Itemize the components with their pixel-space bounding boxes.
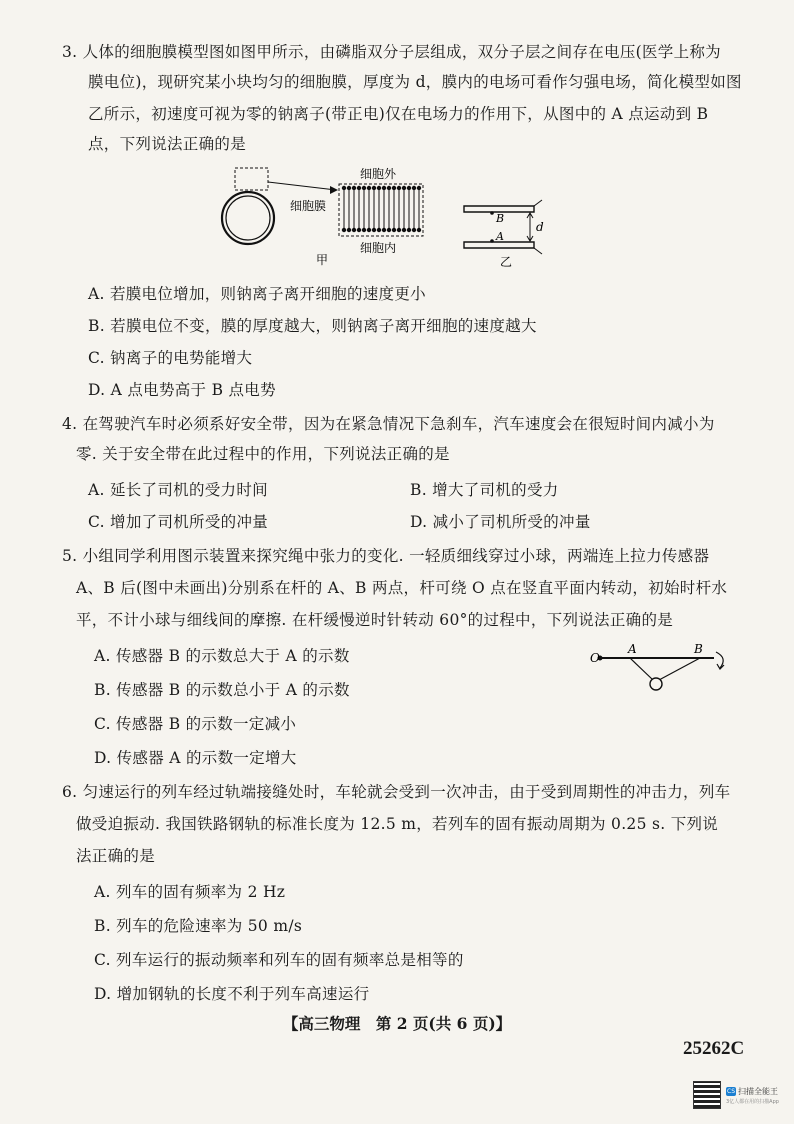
plate-bottom-tick xyxy=(534,248,542,254)
page-footer: 【高三物理 第 2 页(共 6 页)】 xyxy=(282,1014,512,1033)
q5-stem-line2: A、B 后(图中未画出)分别系在杆的 A、B 两点，杆可绕 O 点在竖直平面内转动，初始时杆水 xyxy=(76,579,728,597)
scanner-tagline: 3亿人都在用的扫描App xyxy=(726,1099,779,1105)
q6-option-a: A. 列车的固有频率为 2 Hz xyxy=(94,883,286,901)
q6-stem-line1: 6. 匀速运行的列车经过轨端接缝处时，车轮就会受到一次冲击，由于受到周期性的冲击力，列车 xyxy=(62,783,731,801)
lipid-heads-top xyxy=(342,186,421,190)
caption-b: 乙 xyxy=(500,255,513,269)
q5-option-a: A. 传感器 B 的示数总大于 A 的示数 xyxy=(94,647,350,665)
phospholipid-bilayer xyxy=(344,188,419,228)
label-membrane: 细胞膜 xyxy=(290,199,327,213)
q5-stem-line1: 5. 小组同学利用图示装置来探究绳中张力的变化. 一轻质细线穿过小球，两端连上拉力传感器 xyxy=(62,547,710,565)
q4-option-b: B. 增大了司机的受力 xyxy=(410,481,559,499)
cell-inner-ring xyxy=(226,196,270,240)
zoom-arrow xyxy=(268,182,336,190)
q5-figure xyxy=(590,640,740,700)
q3-figure-a xyxy=(218,160,448,270)
q6-option-d: D. 增加钢轨的长度不利于列车高速运行 xyxy=(94,985,370,1003)
q5-option-d: D. 传感器 A 的示数一定增大 xyxy=(94,749,297,767)
label-outside: 细胞外 xyxy=(360,167,397,181)
q3-stem-line2: 膜电位)，现研究某小块均匀的细胞膜，厚度为 d，膜内的电场可看作匀强电场，简化模型如图 xyxy=(88,73,742,91)
q4-option-c: C. 增加了司机所受的冲量 xyxy=(88,513,269,531)
q5-option-c: C. 传感器 B 的示数一定减小 xyxy=(94,715,297,733)
q3-option-d: D. A 点电势高于 B 点电势 xyxy=(88,381,276,399)
q6-option-c: C. 列车运行的振动频率和列车的固有频率总是相等的 xyxy=(94,951,464,969)
q3-figure-b xyxy=(462,160,552,270)
label-point-b: B xyxy=(496,212,505,225)
label-d: d xyxy=(536,220,544,234)
exam-code: 25262C xyxy=(683,1038,745,1059)
q3-option-c: C. 钠离子的电势能增大 xyxy=(88,349,253,367)
membrane-box xyxy=(339,184,423,236)
label-inside: 细胞内 xyxy=(360,241,397,255)
q5-option-b: B. 传感器 B 的示数总小于 A 的示数 xyxy=(94,681,350,699)
q5-stem-line3: 平，不计小球与细线间的摩擦. 在杆缓慢逆时针转动 60°的过程中，下列说法正确的是 xyxy=(76,611,674,629)
q6-stem-line2: 做受迫振动. 我国铁路钢轨的标准长度为 12.5 m，若列车的固有振动周期为 0.25 s. 下列说 xyxy=(76,815,719,833)
string-right xyxy=(659,658,700,680)
q3-stem-line3: 乙所示，初速度可视为零的钠离子(带正电)仅在电场力的作用下，从图中的 A 点运动到 B xyxy=(88,105,709,123)
label-o: O xyxy=(590,651,600,665)
q4-stem-line1: 4. 在驾驶汽车时必须系好安全带，因为在紧急情况下急刹车，汽车速度会在很短时间内减小为 xyxy=(62,415,715,433)
lipid-heads-bottom xyxy=(342,228,421,232)
q6-option-b: B. 列车的危险速率为 50 m/s xyxy=(94,917,303,935)
caption-a: 甲 xyxy=(316,253,329,267)
point-b-dot xyxy=(490,211,494,215)
zoom-arrowhead xyxy=(330,186,338,194)
q4-stem-line2: 零. 关于安全带在此过程中的作用，下列说法正确的是 xyxy=(76,445,450,463)
zoom-box xyxy=(235,168,268,190)
q3-stem-line1: 3. 人体的细胞膜模型图如图甲所示，由磷脂双分子层组成，双分子层之间存在电压(医学上称为 xyxy=(62,43,721,61)
q4-option-a: A. 延长了司机的受力时间 xyxy=(88,481,268,499)
label-point-a: A xyxy=(496,230,504,243)
qr-code-icon xyxy=(694,1082,720,1108)
cell-outer-ring xyxy=(222,192,274,244)
q6-stem-line3: 法正确的是 xyxy=(76,847,156,865)
q4-option-d: D. 减小了司机所受的冲量 xyxy=(410,513,591,531)
scanner-app-name: 扫描全能王 xyxy=(738,1087,778,1096)
label-b: B xyxy=(694,642,703,656)
q3-stem-line4: 点，下列说法正确的是 xyxy=(88,135,247,153)
q3-option-b: B. 若膜电位不变，膜的厚度越大，则钠离子离开细胞的速度越大 xyxy=(88,317,537,335)
rotation-arrow xyxy=(716,652,723,668)
ball xyxy=(650,678,662,690)
plate-top-tick xyxy=(534,200,542,206)
scanner-watermark xyxy=(726,1086,779,1105)
q3-option-a: A. 若膜电位增加，则钠离子离开细胞的速度更小 xyxy=(88,285,426,303)
point-a-dot xyxy=(490,239,494,243)
string-left xyxy=(630,658,653,680)
scanner-logo-icon: CS xyxy=(727,1088,735,1095)
label-a: A xyxy=(628,642,637,656)
